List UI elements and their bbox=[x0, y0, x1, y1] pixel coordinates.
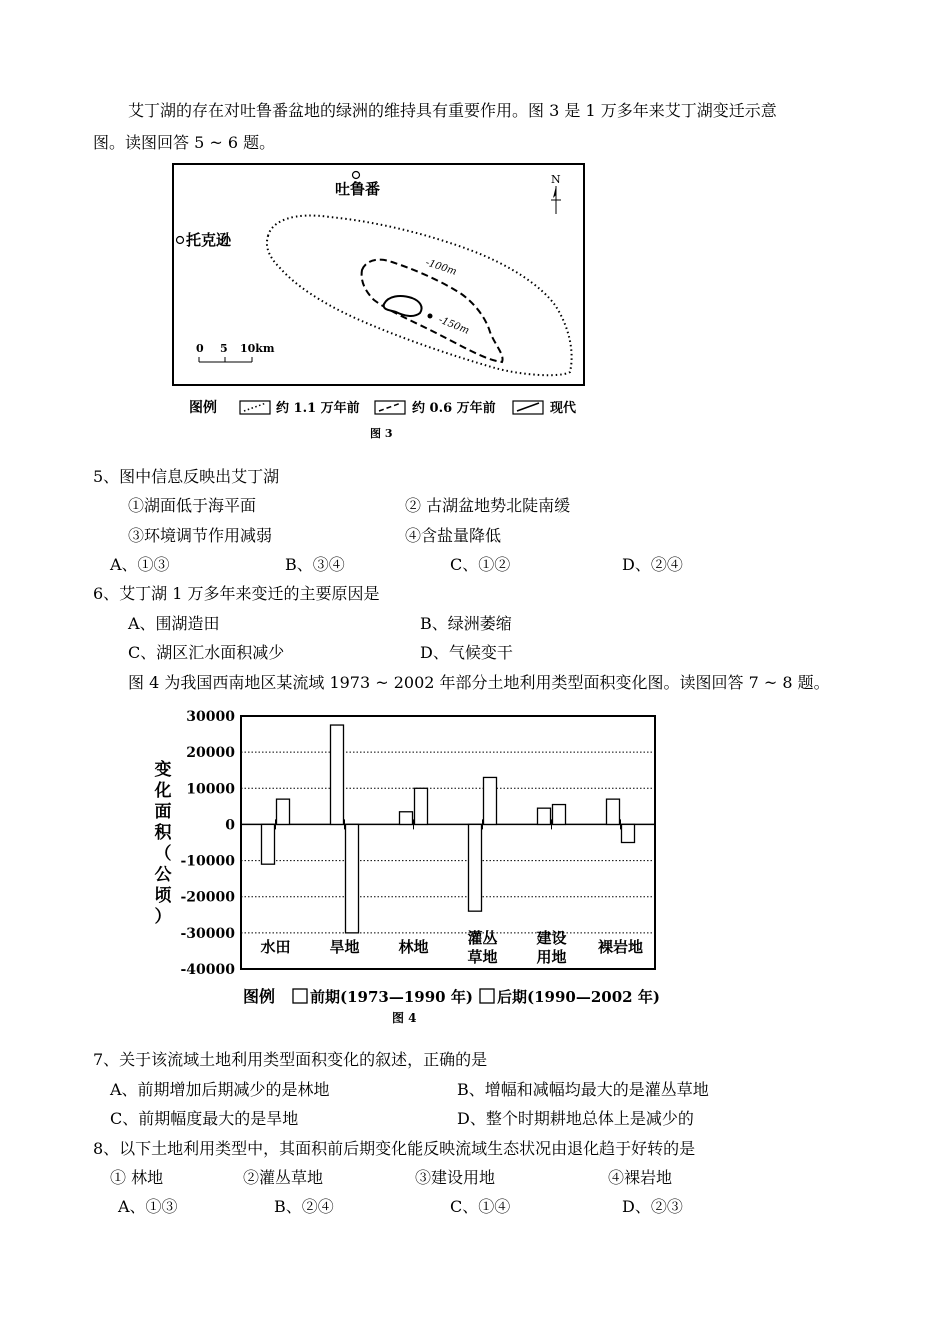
svg-text:0: 0 bbox=[196, 342, 204, 355]
q5-opt4: ④含盐量降低 bbox=[405, 526, 502, 545]
category-label: 旱地 bbox=[329, 938, 360, 956]
bar-early-0 bbox=[262, 824, 275, 864]
y-tick-label: -20000 bbox=[180, 889, 235, 906]
bar-late-5 bbox=[622, 824, 635, 842]
bar-late-3 bbox=[484, 777, 497, 824]
bar-early-5 bbox=[607, 799, 620, 824]
category-label: 灌丛 bbox=[467, 929, 498, 947]
legend-swatch-early bbox=[293, 989, 307, 1003]
y-tick-label: 0 bbox=[225, 817, 235, 834]
bar-late-0 bbox=[277, 799, 290, 824]
y-axis-label-char: 变 bbox=[154, 760, 172, 780]
intro2-text: 图 4 为我国西南地区某流域 1973 ~ 2002 年部分土地利用类型面积变化图。读图回答 7 ~ 8 题。 bbox=[128, 673, 830, 692]
category-label: 林地 bbox=[398, 938, 429, 956]
q6-option-b: B、绿洲萎缩 bbox=[420, 614, 512, 633]
y-tick-label: -40000 bbox=[180, 962, 235, 978]
q8-opt4: ④裸岩地 bbox=[608, 1168, 673, 1187]
bar-early-4 bbox=[538, 808, 551, 824]
map-legend-title: 图例 bbox=[189, 400, 217, 416]
q8-answer-a: A、①③ bbox=[118, 1197, 178, 1216]
chart-frame bbox=[241, 716, 655, 969]
contour-label-150: -150m bbox=[436, 314, 471, 337]
q6-option-d: D、气候变干 bbox=[420, 643, 513, 662]
q8-opt2: ②灌丛草地 bbox=[243, 1168, 324, 1187]
map-caption: 图 3 bbox=[370, 427, 393, 440]
legend-label-late: 后期(1990—2002 年) bbox=[497, 988, 660, 1006]
svg-text:5: 5 bbox=[220, 342, 228, 355]
q7-option-c: C、前期幅度最大的是旱地 bbox=[110, 1109, 299, 1128]
chart-caption: 图 4 bbox=[392, 1011, 417, 1025]
q7-option-d: D、整个时期耕地总体上是减少的 bbox=[457, 1109, 694, 1128]
q7-option-a: A、前期增加后期减少的是林地 bbox=[110, 1080, 330, 1099]
y-tick-label: 10000 bbox=[186, 781, 235, 798]
y-axis-label-char: ） bbox=[154, 907, 172, 927]
legend-label-11k: 约 1.1 万年前 bbox=[276, 401, 360, 416]
turpan-city-label: 吐鲁番 bbox=[335, 180, 381, 198]
legend-label-6k: 约 0.6 万年前 bbox=[412, 401, 496, 416]
bar-late-1 bbox=[346, 824, 359, 932]
y-axis-label-char: 化 bbox=[154, 781, 172, 801]
intro-line-1: 艾丁湖的存在对吐鲁番盆地的绿洲的维持具有重要作用。图 3 是 1 万多年来艾丁湖变迁示意 bbox=[128, 101, 777, 120]
toksun-city-label: 托克逊 bbox=[186, 231, 232, 249]
q8-opt3: ③建设用地 bbox=[415, 1168, 496, 1187]
bar-early-2 bbox=[400, 812, 413, 825]
q8-opt1: ① 林地 bbox=[110, 1168, 164, 1187]
contour-label-100: -100m bbox=[424, 257, 458, 278]
category-label: 裸岩地 bbox=[597, 938, 644, 956]
svg-text:N: N bbox=[551, 173, 561, 186]
q5-opt2: ② 古湖盆地势北陡南缓 bbox=[405, 496, 571, 515]
q6-option-a: A、围湖造田 bbox=[128, 614, 220, 633]
q7-stem: 7、关于该流域土地利用类型面积变化的叙述，正确的是 bbox=[93, 1050, 488, 1069]
q6-stem: 6、艾丁湖 1 万多年来变迁的主要原因是 bbox=[93, 584, 380, 603]
bar-early-1 bbox=[331, 725, 344, 824]
q8-stem: 8、以下土地利用类型中，其面积前后期变化能反映流域生态状况由退化趋于好转的是 bbox=[93, 1139, 696, 1158]
y-axis-label-char: 顷 bbox=[154, 886, 172, 906]
legend-label-early: 前期(1973—1990 年) bbox=[310, 988, 473, 1006]
svg-text:10km: 10km bbox=[240, 342, 275, 355]
category-label: 用地 bbox=[536, 948, 567, 966]
q8-answer-c: C、①④ bbox=[450, 1197, 511, 1216]
q5-answer-c: C、①② bbox=[450, 555, 511, 574]
y-tick-label: -10000 bbox=[180, 853, 235, 870]
q5-answer-d: D、②④ bbox=[622, 555, 683, 574]
chart-legend-title: 图例 bbox=[243, 987, 276, 1006]
category-label: 草地 bbox=[467, 948, 498, 966]
q5-opt1: ①湖面低于海平面 bbox=[128, 496, 257, 515]
intro-line-2: 图。读图回答 5 ~ 6 题。 bbox=[93, 133, 276, 152]
category-label: 建设 bbox=[536, 929, 567, 947]
bar-late-2 bbox=[415, 788, 428, 824]
q6-option-c: C、湖区汇水面积减少 bbox=[128, 643, 285, 662]
y-axis-label-char: 公 bbox=[154, 865, 172, 885]
y-tick-label: 30000 bbox=[186, 709, 235, 725]
y-axis-label-char: 积 bbox=[154, 823, 172, 843]
y-tick-label: 20000 bbox=[186, 745, 235, 762]
y-axis-label-char: （ bbox=[154, 844, 172, 864]
q7-option-b: B、增幅和减幅均最大的是灌丛草地 bbox=[457, 1080, 709, 1099]
category-label: 水田 bbox=[260, 938, 291, 956]
q5-answer-b: B、③④ bbox=[285, 555, 345, 574]
legend-label-modern: 现代 bbox=[550, 401, 577, 416]
q5-opt3: ③环境调节作用减弱 bbox=[128, 526, 273, 545]
bar-early-3 bbox=[469, 824, 482, 911]
q8-answer-b: B、②④ bbox=[274, 1197, 334, 1216]
legend-swatch-late bbox=[480, 989, 494, 1003]
y-tick-label: -30000 bbox=[180, 925, 235, 942]
q5-stem: 5、图中信息反映出艾丁湖 bbox=[93, 467, 280, 486]
q5-answer-a: A、①③ bbox=[110, 555, 170, 574]
q8-answer-d: D、②③ bbox=[622, 1197, 683, 1216]
bar-late-4 bbox=[553, 805, 566, 825]
y-axis-label-char: 面 bbox=[154, 802, 172, 822]
